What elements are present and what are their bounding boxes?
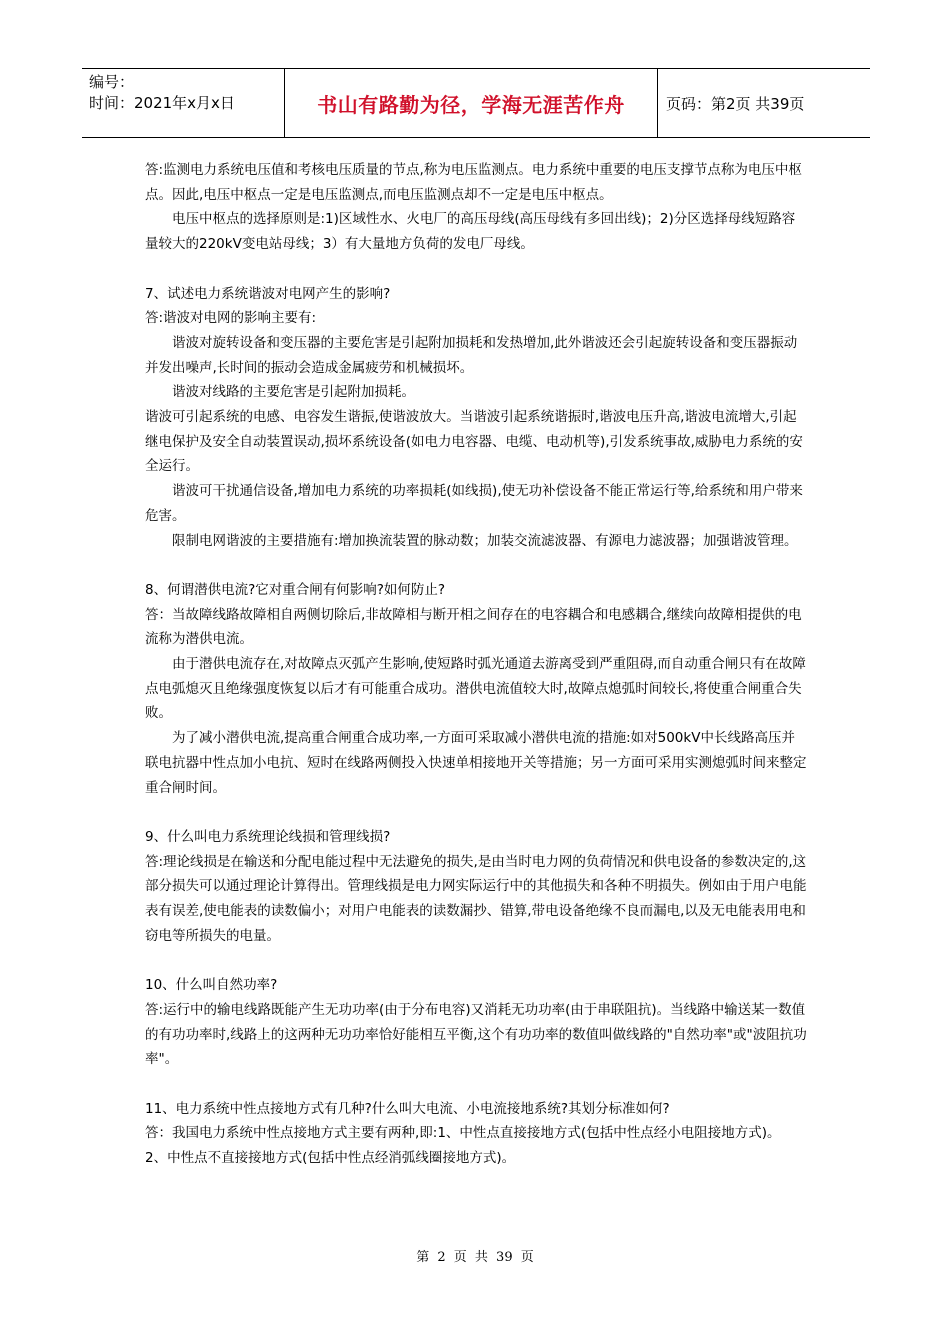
body-paragraph: 限制电网谐波的主要措施有:增加换流装置的脉动数；加装交流滤波器、有源电力滤波器；加强谐波管理。 xyxy=(172,532,798,549)
body-paragraph: 电压中枢点的选择原则是:1)区域性水、火电厂的高压母线(高压母线有多回出线)；2)分区选择母线短路容量较大的220kV变电站母线；3）有大量地方负荷的发电厂母线。 xyxy=(145,211,796,253)
body-paragraph: 谐波可干扰通信设备,增加电力系统的功率损耗(如线损),使无功补偿设备不能正常运行等,给系统和用户带来危害。 xyxy=(145,483,803,524)
body-paragraph: 为了减小潜供电流,提高重合闸重合成功率,一方面可采取减小潜供电流的措施:如对500kV中长线路高压并联电抗器中性点加小电抗、短时在线路两侧投入快速单相接地开关等措施；另一方面可采用实测熄弧时间来整定重合闸时间。 xyxy=(145,730,807,796)
page-header xyxy=(82,68,870,138)
document-time-label: 时间：2021年x月x日 xyxy=(89,94,235,112)
paragraph-gap xyxy=(145,553,807,578)
header-info xyxy=(82,69,284,137)
document-body xyxy=(145,158,807,1171)
paragraph-gap xyxy=(145,948,807,973)
answer-paragraph: 答：我国电力系统中性点接地方式主要有两种,即:1、中性点直接接地方式(包括中性点经小电阻接地方式)。 xyxy=(145,1125,781,1142)
answer-paragraph: 答:运行中的输电线路既能产生无功功率(由于分布电容)又消耗无功功率(由于串联阻抗)。当线路中输送某一数值的有功功率时,线路上的这两种无功功率恰好能相互平衡,这个有功功率的数值叫做线路的"自然功率"或"波阻抗功率"。 xyxy=(145,1001,807,1068)
body-paragraph: 谐波可引起系统的电感、电容发生谐振,使谐波放大。当谐波引起系统谐振时,谐波电压升高,谐波电流增大,引起继电保护及安全自动装置误动,损坏系统设备(如电力电容器、电缆、电动机等),引发系统事故,威胁电力系统的安全运行。 xyxy=(145,409,803,475)
answer-paragraph: 答:监测电力系统电压值和考核电压质量的节点,称为电压监测点。电力系统中重要的电压支撑节点称为电压中枢点。因此,电压中枢点一定是电压监测点,而电压监测点却不一定是电压中枢点。 xyxy=(145,162,802,203)
answer-paragraph: 答:理论线损是在输送和分配电能过程中无法避免的损失,是由当时电力网的负荷情况和供电设备的参数决定的,这部分损失可以通过理论计算得出。管理线损是电力网实际运行中的其他损失和各种不明损失。例如由于用户电能表有误差,使电能表的读数偏小；对用户电能表的读数漏抄、错算,带电设备绝缘不良而漏电,以及无电能表用电和窃电等所损失的电量。 xyxy=(145,853,807,944)
answer-paragraph: 答:谐波对电网的影响主要有: xyxy=(145,310,317,327)
page-footer: 第 2 页 共 39 页 xyxy=(416,1250,534,1265)
question-heading: 9、什么叫电力系统理论线损和管理线损? xyxy=(145,828,391,845)
answer-paragraph: 答：当故障线路故障相自两侧切除后,非故障相与断开相之间存在的电容耦合和电感耦合,继续向故障相提供的电流称为潜供电流。 xyxy=(145,606,802,648)
paragraph-gap xyxy=(145,1072,807,1097)
document-number-label: 编号： xyxy=(89,73,135,91)
body-paragraph: 2、中性点不直接接地方式(包括中性点经消弧线圈接地方式)。 xyxy=(145,1150,516,1167)
header-motto: 书山有路勤为径，学海无涯苦作舟 xyxy=(284,69,658,137)
question-heading: 10、什么叫自然功率? xyxy=(145,977,278,994)
header-page-number: 页码：第2页 共39页 xyxy=(666,94,805,113)
question-heading: 8、何谓潜供电流?它对重合闸有何影响?如何防止? xyxy=(145,581,446,598)
body-paragraph: 谐波对线路的主要危害是引起附加损耗。 xyxy=(172,384,415,401)
body-paragraph: 谐波对旋转设备和变压器的主要危害是引起附加损耗和发热增加,此外谐波还会引起旋转设备和变压器振动并发出噪声,长时间的振动会造成金属疲劳和机械损坏。 xyxy=(145,334,798,376)
question-heading: 7、试述电力系统谐波对电网产生的影响? xyxy=(145,285,391,302)
body-paragraph: 由于潜供电流存在,对故障点灭弧产生影响,使短路时弧光通道去游离受到严重阻碍,而自动重合闸只有在故障点电弧熄灭且绝缘强度恢复以后才有可能重合成功。潜供电流值较大时,故障点熄弧时间较长,将使重合闸重合失败。 xyxy=(145,656,806,722)
question-heading: 11、电力系统中性点接地方式有几种?什么叫大电流、小电流接地系统?其划分标准如何? xyxy=(145,1100,670,1117)
paragraph-gap xyxy=(145,257,807,282)
paragraph-gap xyxy=(145,800,807,825)
